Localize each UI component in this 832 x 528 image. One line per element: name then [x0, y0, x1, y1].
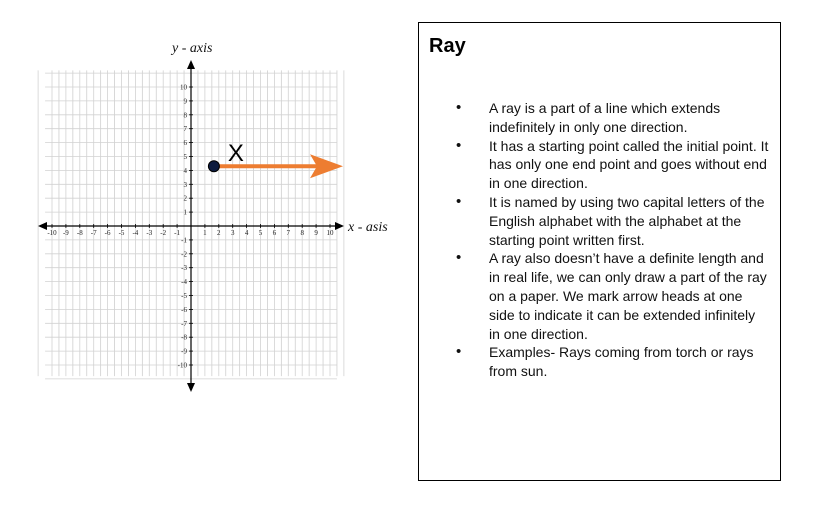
- x-tick-label: -9: [62, 229, 69, 237]
- y-tick-label: 3: [183, 180, 187, 189]
- y-tick-label: 10: [180, 83, 187, 92]
- x-tick-label: -6: [104, 229, 111, 237]
- y-tick-label: -9: [181, 347, 187, 356]
- y-tick-label: 5: [183, 153, 187, 161]
- y-axis-label: y - axis: [172, 41, 213, 56]
- x-tick-label: 6: [272, 229, 277, 237]
- y-tick-label: 8: [183, 111, 187, 120]
- x-tick-label: -2: [160, 229, 167, 237]
- x-tick-label: 5: [258, 229, 263, 237]
- bullet-item: • Examples- Rays coming from torch or rays from sun.: [489, 343, 769, 381]
- x-tick-label: 9: [314, 229, 318, 237]
- y-tick-label: 6: [183, 139, 187, 148]
- x-tick-label: -8: [76, 229, 83, 237]
- y-tick-label: -3: [181, 264, 187, 273]
- y-tick-label: 2: [183, 194, 187, 203]
- y-tick-label: 7: [183, 125, 187, 134]
- y-axis-arrow-up: [187, 60, 195, 69]
- y-tick-label: -10: [177, 361, 187, 370]
- x-tick-label: 7: [286, 229, 291, 237]
- y-tick-label: -2: [181, 250, 187, 259]
- ray-definition-panel: [418, 22, 781, 481]
- y-tick-label: 9: [183, 97, 187, 106]
- y-tick-label: -4: [181, 278, 187, 287]
- y-tick-label: -8: [181, 333, 187, 342]
- bullet-item: • It is named by using two capital letters of the English alphabet with the alphabet at the starting point written first.: [489, 193, 769, 249]
- ray-start-point: [208, 161, 219, 172]
- x-tick-label: 8: [300, 229, 304, 237]
- x-tick-label: -1: [174, 229, 181, 237]
- y-tick-label: -6: [181, 305, 187, 314]
- x-tick-label: 10: [326, 229, 334, 237]
- y-tick-label: 4: [183, 166, 187, 175]
- coordinate-plane: [0, 0, 410, 420]
- x-tick-label: -4: [132, 229, 139, 237]
- bullet-item: • A ray also doesn’t have a definite length and in real life, we can only draw a part of the ray on a paper. We mark arrow heads at one side to indicate it can be extended infinitely in one direction.: [489, 249, 769, 343]
- y-tick-label: -5: [181, 292, 187, 300]
- y-tick-label: -1: [181, 236, 187, 245]
- x-axis-label: x - asis: [348, 220, 388, 235]
- x-tick-label: -3: [146, 229, 153, 237]
- ray-start-label: X: [227, 140, 244, 168]
- panel-title: Ray: [429, 35, 466, 57]
- x-tick-label: 3: [230, 229, 235, 237]
- bullet-item: • A ray is a part of a line which extends indefinitely in only one direction.: [489, 99, 769, 137]
- x-tick-label: -7: [90, 229, 97, 237]
- bullet-item: • It has a starting point called the initial point. It has only one end point and goes without end in one direction.: [489, 137, 769, 193]
- axes: [38, 60, 344, 392]
- y-tick-label: -7: [181, 319, 187, 328]
- x-axis-arrow-right: [335, 222, 344, 230]
- x-tick-label: 2: [217, 229, 221, 237]
- x-tick-label: 4: [244, 229, 249, 237]
- x-tick-label: -5: [118, 229, 125, 237]
- x-tick-label: 1: [203, 229, 207, 237]
- x-tick-label: -10: [47, 229, 57, 237]
- x-axis-arrow-left: [38, 222, 47, 230]
- bullet-list: [429, 99, 769, 381]
- y-tick-label: 1: [183, 208, 187, 217]
- y-axis-arrow-down: [187, 383, 195, 392]
